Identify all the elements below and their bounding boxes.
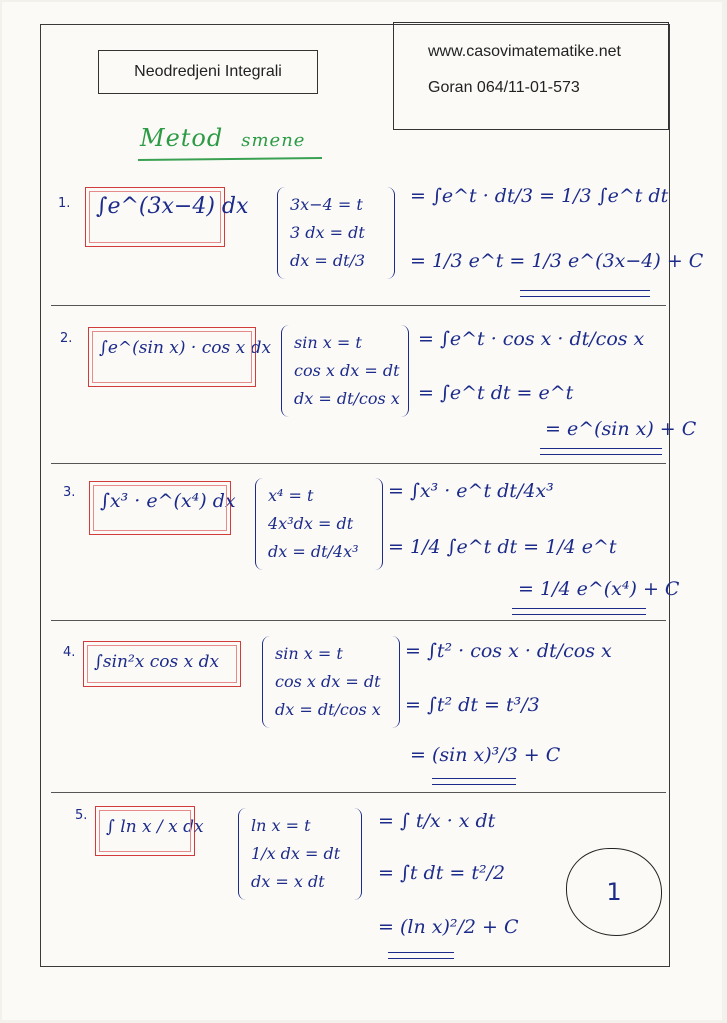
task-number: 5. — [75, 808, 88, 823]
substitution-line: 1/x dx = dt — [251, 844, 341, 863]
substitution-line: cos x dx = dt — [275, 672, 381, 691]
document-title — [98, 50, 318, 94]
result-underline — [512, 608, 646, 615]
solution-step: = e^(sin x) + C — [545, 418, 697, 440]
substitution-line: dx = x dt — [251, 872, 325, 891]
integral-expression: ∫ ln x / x dx — [106, 817, 204, 837]
substitution-line: sin x = t — [294, 333, 362, 352]
solution-step: = ∫t² dt = t³/3 — [405, 694, 540, 716]
substitution-line: 3x−4 = t — [290, 195, 363, 214]
task-divider — [51, 305, 666, 306]
integral-expression: ∫e^(sin x) · cos x dx — [99, 338, 272, 358]
contact-text: Goran 064/11-01-573 — [428, 79, 580, 96]
website-text: www.casovimatematike.net — [428, 43, 621, 60]
task-number: 3. — [63, 485, 76, 500]
integral-expression: ∫x³ · e^(x⁴) dx — [100, 490, 236, 512]
result-underline — [540, 448, 662, 455]
substitution-line: dx = dt/3 — [290, 251, 366, 270]
section-title-word-2: smene — [241, 130, 306, 151]
solution-step: = (sin x)³/3 + C — [410, 744, 561, 766]
task-number: 1. — [58, 196, 71, 211]
solution-step: = ∫ t/x · x dt — [378, 810, 496, 832]
task-divider — [51, 620, 666, 621]
substitution-block — [277, 187, 395, 279]
substitution-line: ln x = t — [251, 816, 311, 835]
section-title — [140, 124, 305, 152]
task-number: 2. — [60, 331, 73, 346]
integral-box — [88, 327, 272, 387]
result-underline — [432, 778, 516, 785]
substitution-line: dx = dt/4x³ — [268, 542, 359, 561]
substitution-line: dx = dt/cos x — [275, 700, 381, 719]
substitution-block — [262, 636, 400, 728]
solution-step: = 1/3 e^t = 1/3 e^(3x−4) + C — [410, 250, 704, 272]
solution-step: = (ln x)²/2 + C — [378, 916, 519, 938]
solution-step: = ∫t² · cos x · dt/cos x — [405, 640, 612, 662]
integral-box — [85, 187, 249, 247]
substitution-line: 4x³dx = dt — [268, 514, 354, 533]
page-number-cloud — [566, 848, 662, 936]
solution-step: = ∫e^t · dt/3 = 1/3 ∫e^t dt — [410, 185, 669, 207]
substitution-block — [238, 808, 362, 900]
integral-box — [89, 481, 236, 535]
substitution-block — [281, 325, 409, 417]
solution-step: = 1/4 e^(x⁴) + C — [518, 578, 680, 600]
integral-box — [83, 641, 241, 687]
substitution-block — [255, 478, 383, 570]
section-title-word-1: Metod — [140, 124, 224, 152]
page-number: 1 — [606, 878, 622, 906]
task-divider — [51, 463, 666, 464]
result-underline — [520, 290, 650, 297]
solution-step: = ∫t dt = t²/2 — [378, 862, 506, 884]
contact-box — [393, 22, 669, 130]
solution-step: = ∫x³ · e^t dt/4x³ — [388, 480, 554, 502]
substitution-line: cos x dx = dt — [294, 361, 400, 380]
substitution-line: 3 dx = dt — [290, 223, 365, 242]
solution-step: = ∫e^t dt = e^t — [418, 382, 574, 404]
integral-expression: ∫sin²x cos x dx — [94, 652, 220, 672]
solution-step: = 1/4 ∫e^t dt = 1/4 e^t — [388, 536, 617, 558]
substitution-line: sin x = t — [275, 644, 343, 663]
task-divider — [51, 792, 666, 793]
document-title-text: Neodredjeni Integrali — [134, 63, 282, 80]
integral-expression: ∫e^(3x−4) dx — [96, 194, 249, 219]
integral-box — [95, 806, 204, 856]
substitution-line: x⁴ = t — [268, 486, 314, 505]
result-underline — [388, 952, 454, 959]
substitution-line: dx = dt/cos x — [294, 389, 400, 408]
task-number: 4. — [63, 645, 76, 660]
solution-step: = ∫e^t · cos x · dt/cos x — [418, 328, 645, 350]
